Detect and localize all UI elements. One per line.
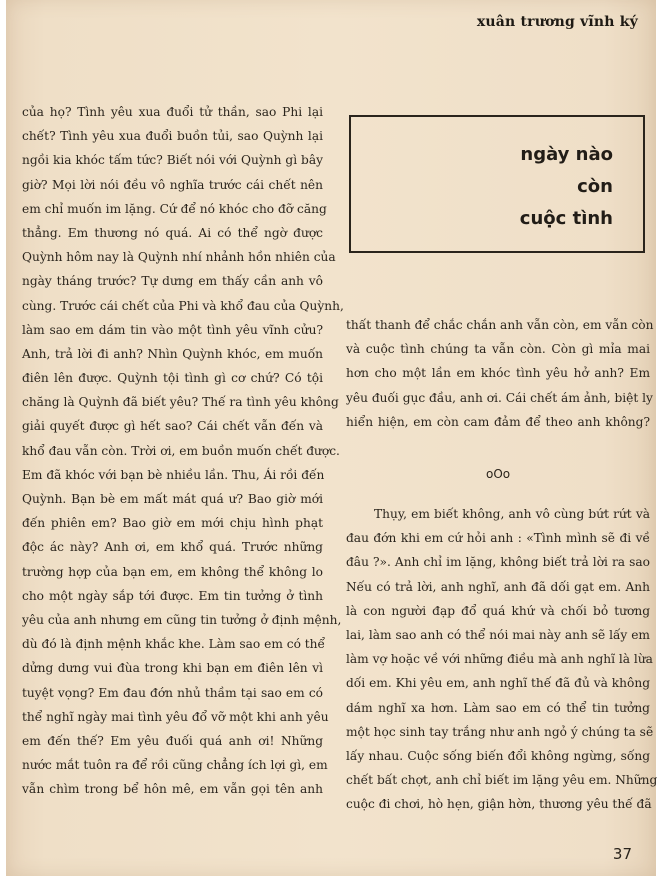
text-line: hơn cho một lần em khóc tình yêu hở anh? Em bbox=[346, 366, 650, 381]
text-line: hiển hiện, em còn cam đảm để theo anh không? bbox=[346, 414, 650, 429]
text-line: ngày tháng trước? Tự dưng em thấy cần anh vô bbox=[22, 274, 323, 289]
text-line: làm sao em dám tin vào một tình yêu vĩnh cửu? bbox=[22, 322, 323, 337]
text-line: chăng là Quỳnh đã biết yêu? Thế ra tình yêu không bbox=[22, 395, 339, 410]
text-line: làm vợ hoặc về với những điều mà anh nghĩ là lừa bbox=[346, 652, 653, 667]
title-line: cuộc tình bbox=[519, 208, 613, 229]
text-line: là con người đạp đổ quá khứ và chối bỏ tương bbox=[346, 603, 650, 618]
text-line: đau đớn khi em cứ hỏi anh : «Tình mình sẽ đi về bbox=[346, 531, 650, 546]
text-line: thất thanh để chắc chắn anh vẫn còn, em vẫn còn bbox=[346, 318, 654, 332]
text-line: tuyệt vọng? Em đau đớn nhủ thầm tại sao em có bbox=[22, 685, 323, 700]
text-line: độc ác này? Anh ơi, em khổ quá. Trước những bbox=[22, 540, 323, 555]
text-line: dù đó là định mệnh khắc khe. Làm sao em có thể bbox=[22, 637, 326, 652]
text-line: vẫn chìm trong bể hôn mê, em vẫn gọi tên anh bbox=[22, 782, 323, 797]
text-line: dửng dưng vui đùa trong khi bạn em điên lên vì bbox=[22, 661, 323, 676]
text-line: của họ? Tình yêu xua đuổi tử thần, sao Phi lại bbox=[22, 105, 323, 119]
text-line: điên lên được. Quỳnh tội tình gì cơ chứ? Có tội bbox=[22, 371, 323, 386]
text-line: Quỳnh hôm nay là Quỳnh nhí nhảnh hồn nhiên của bbox=[22, 250, 336, 265]
text-line: lấy nhau. Cuộc sống biến đổi không ngừng, sống bbox=[346, 748, 650, 763]
text-line: Anh, trả lời đi anh? Nhìn Quỳnh khóc, em muốn bbox=[22, 346, 323, 361]
text-line: nước mắt tuôn ra để rồi cũng chẳng ích lợi gì, em bbox=[22, 758, 328, 773]
text-line: một học sinh tay trắng như anh ngỏ ý chúng ta sẽ bbox=[346, 724, 654, 739]
text-line: Nếu có trả lời, anh nghĩ, anh đã dối gạt em. Anh bbox=[346, 579, 650, 594]
text-line: dối em. Khi yêu em, anh nghĩ thế đã đủ và không bbox=[346, 676, 650, 691]
right-column-top-text bbox=[346, 313, 654, 434]
text-line: Thụy, em biết không, anh vô cùng bứt rứt và bbox=[374, 507, 650, 521]
text-line: thẳng. Em thương nó quá. Ai có thể ngờ được bbox=[22, 225, 323, 240]
text-line: thể nghĩ ngày mai tình yêu đổ vỡ một khi anh yêu bbox=[22, 709, 329, 724]
text-line: giờ? Mọi lời nói đều vô nghĩa trước cái chết nên bbox=[22, 177, 323, 192]
text-line: khổ đau vẫn còn. Trời ơi, em buồn muốn chết được. bbox=[22, 443, 340, 458]
magazine-page bbox=[6, 0, 656, 876]
text-line: em chỉ muốn im lặng. Cứ để nó khóc cho đỡ căng bbox=[22, 201, 327, 216]
section-separator: oOo bbox=[486, 467, 511, 481]
text-line: cuộc đi chơi, hò hẹn, giận hờn, thương yêu thế đã bbox=[346, 797, 652, 812]
article-title-box bbox=[349, 115, 645, 253]
text-line: cùng. Trước cái chết của Phi và khổ đau của Quỳnh, bbox=[22, 298, 344, 313]
text-line: và cuộc tình chúng ta vẫn còn. Còn gì mỉa mai bbox=[346, 342, 650, 357]
text-line: em đến thế? Em yêu đuối quá anh ơi! Những bbox=[22, 733, 323, 748]
text-line: lai, làm sao anh có thể nói mai này anh sẽ lấy em bbox=[346, 627, 650, 642]
text-line: chết? Tình yêu xua đuổi buồn tủi, sao Quỳnh lại bbox=[22, 129, 323, 144]
right-column-bottom-text bbox=[346, 502, 658, 816]
text-line: cho một ngày sắp tới được. Em tin tưởng ở tình bbox=[22, 588, 323, 603]
left-column-text bbox=[22, 100, 344, 801]
text-line: đến phiên em? Bao giờ em mới chịu hình phạt bbox=[22, 516, 323, 531]
text-line: yêu đuối gục đầu, anh ơi. Cái chết ám ảnh, biệt ly bbox=[346, 390, 653, 405]
title-line: còn bbox=[577, 176, 613, 197]
text-line: yêu của anh nhưng em cũng tin tưởng ở định mệnh, bbox=[22, 612, 342, 627]
text-line: đâu ?». Anh chỉ im lặng, không biết trả lời ra sao bbox=[346, 555, 650, 570]
text-line: ngồi kia khóc tấm tức? Biết nói với Quỳnh gì bây bbox=[22, 153, 323, 168]
text-line: giải quyết được gì hết sao? Cái chết vẫn đến và bbox=[22, 419, 323, 434]
text-line: Quỳnh. Bạn bè em mất mát quá ư? Bao giờ mới bbox=[22, 492, 323, 506]
page-number: 37 bbox=[612, 845, 632, 863]
title-line: ngày nào bbox=[520, 144, 613, 165]
text-line: Em đã khóc với bạn bè nhiều lần. Thu, Ái rồi đến bbox=[22, 467, 325, 482]
article-title bbox=[520, 139, 613, 235]
text-line: dám nghĩ xa hơn. Làm sao em có thể tin tưởng bbox=[346, 700, 650, 715]
running-head-author: xuân trương vĩnh ký bbox=[476, 14, 638, 30]
text-line: trường hợp của bạn em, em không thể không lo bbox=[22, 564, 323, 579]
text-line: chết bất chợt, anh chỉ biết im lặng yêu em. Những bbox=[346, 773, 658, 788]
